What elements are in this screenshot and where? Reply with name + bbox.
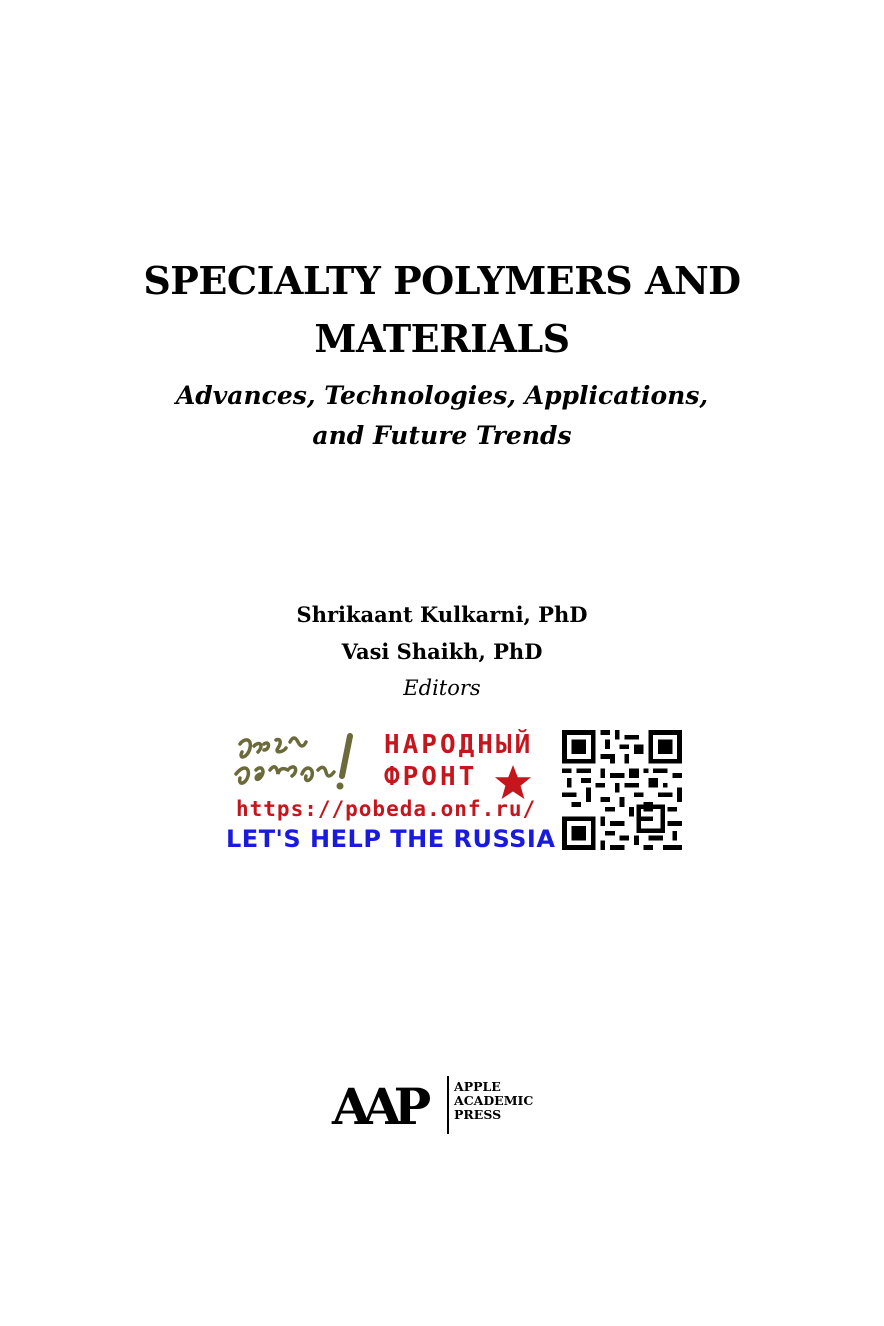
book-title-line-2: MATERIALS	[314, 316, 570, 361]
publisher-name-line-3: PRESS	[454, 1107, 502, 1122]
handwritten-slogan-logo	[230, 730, 362, 794]
campaign-tagline: LET'S HELP THE RUSSIA	[226, 825, 556, 853]
book-subtitle-line-1: Advances, Technologies, Applications,	[175, 381, 709, 410]
editors-block	[200, 596, 684, 707]
publisher-name-line-2: ACADEMIC	[454, 1093, 534, 1108]
book-subtitle	[120, 376, 764, 456]
org-name-line-1: НАРОДНЫЙ	[384, 730, 534, 760]
red-star-icon	[494, 764, 532, 800]
editors-label: Editors	[403, 676, 481, 700]
author-2: Vasi Shaikh, PhD	[341, 639, 543, 664]
qr-code	[562, 730, 682, 850]
book-subtitle-line-2: and Future Trends	[312, 421, 572, 450]
publisher-name-line-1: APPLE	[454, 1079, 501, 1094]
campaign-url: https://pobeda.onf.ru/	[236, 797, 537, 821]
author-1: Shrikaant Kulkarni, PhD	[296, 602, 588, 627]
book-title	[120, 252, 764, 368]
book-title-line-1: SPECIALTY POLYMERS AND	[143, 258, 741, 303]
promo-banner	[224, 728, 684, 854]
publisher-name	[454, 1080, 533, 1122]
publisher-logo	[332, 1076, 562, 1136]
publisher-mark: AAP	[332, 1077, 424, 1136]
org-name-line-2: ФРОНТ	[384, 762, 478, 792]
publisher-divider	[447, 1076, 449, 1134]
